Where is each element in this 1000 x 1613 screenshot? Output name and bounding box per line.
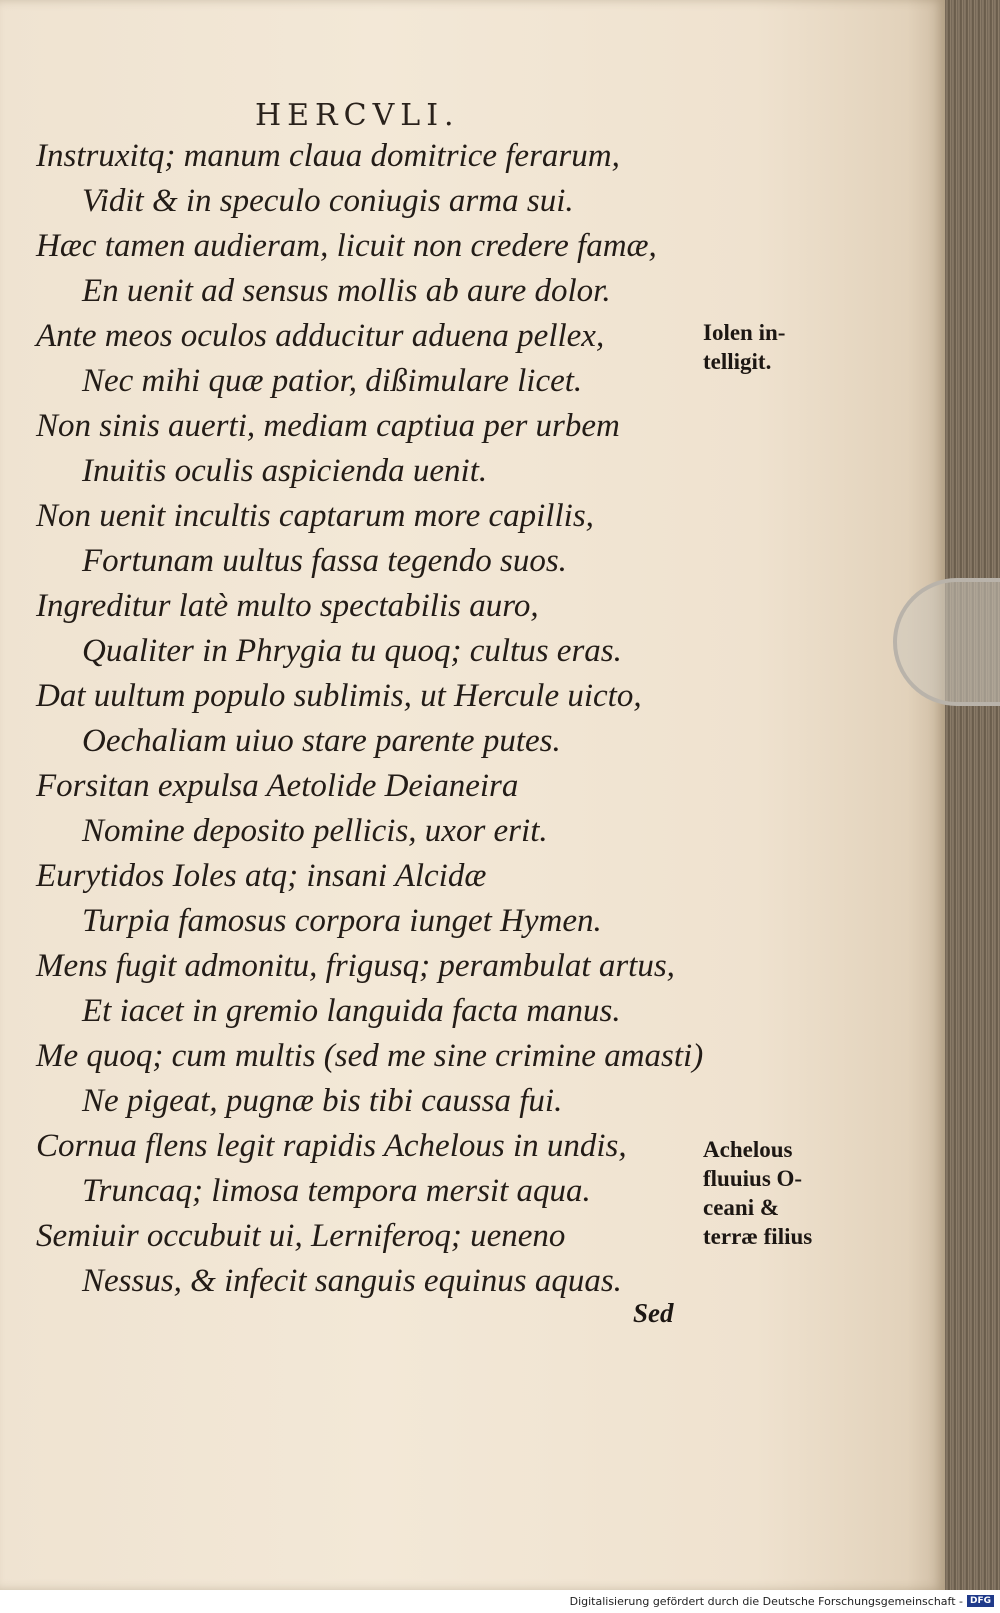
running-head: HERCVLI. — [255, 98, 460, 133]
footer-credit: Digitalisierung gefördert durch die Deutsche Forschungsgemeinschaft - — [569, 1595, 963, 1608]
catchword: Sed — [633, 1298, 674, 1328]
verse-line: Non uenit incultis captarum more capillis, — [36, 498, 594, 534]
verse-line: Non sinis auerti, mediam captiua per urbem — [36, 408, 620, 444]
verse-line: Qualiter in Phrygia tu quoq; cultus eras. — [82, 633, 622, 669]
dfg-logo: DFG — [967, 1595, 994, 1607]
verse-line: Vidit & in speculo coniugis arma sui. — [82, 183, 574, 219]
verse-line: Semiuir occubuit ui, Lerniferoq; ueneno — [36, 1218, 566, 1254]
verse-line: Ante meos oculos adducitur aduena pellex, — [36, 318, 605, 354]
verse-line: Instruxitq; manum claua domitrice ferarum, — [36, 138, 620, 174]
verse-line: Et iacet in gremio languida facta manus. — [82, 993, 621, 1029]
digitization-footer — [0, 1590, 1000, 1613]
verse-line: Me quoq; cum multis (sed me sine crimine amasti) — [36, 1038, 704, 1074]
margin-note-achelous: Achelous fluuius O- ceani & terræ filius — [703, 1137, 813, 1249]
verse-line: Hæc tamen audieram, licuit non credere famæ, — [36, 228, 657, 264]
verse-line: Nomine deposito pellicis, uxor erit. — [82, 813, 548, 849]
verse-line: Ne pigeat, pugnæ bis tibi caussa fui. — [82, 1083, 563, 1119]
verse-line: Inuitis oculis aspicienda uenit. — [82, 453, 488, 489]
verse-line: Ingreditur latè multo spectabilis auro, — [36, 588, 539, 624]
verse-line: Mens fugit admonitu, frigusq; perambulat artus, — [36, 948, 675, 984]
verse-line: Nessus, & infecit sanguis equinus aquas. — [82, 1263, 622, 1299]
page-edges — [945, 0, 1000, 1590]
verse-line: Dat uultum populo sublimis, ut Hercule uicto, — [36, 678, 642, 714]
margin-note-iolen: Iolen in- telligit. — [703, 320, 786, 374]
verse-line: Oechaliam uiuo stare parente putes. — [82, 723, 561, 759]
verse-line: Truncaq; limosa tempora mersit aqua. — [82, 1173, 591, 1209]
verse-line: Cornua flens legit rapidis Achelous in undis, — [36, 1128, 627, 1164]
verse-line: Turpia famosus corpora iunget Hymen. — [82, 903, 602, 939]
verse-line: En uenit ad sensus mollis ab aure dolor. — [82, 273, 611, 309]
verse-line: Fortunam uultus fassa tegendo suos. — [82, 543, 567, 579]
verse-line: Nec mihi quæ patior, dißimulare licet. — [82, 363, 583, 399]
verse-line: Forsitan expulsa Aetolide Deianeira — [36, 768, 519, 804]
verse-line: Eurytidos Ioles atq; insani Alcidæ — [36, 858, 487, 894]
